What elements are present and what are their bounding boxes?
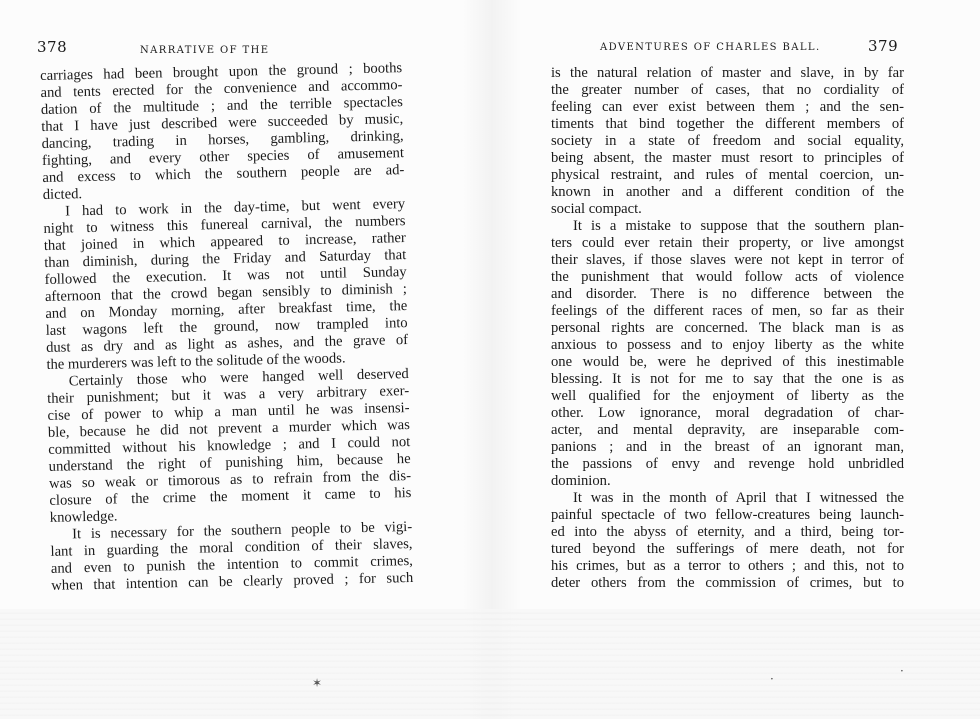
- text-line: their punishment; but it was a very arbitrary exer-: [47, 383, 410, 407]
- text-line: social compact.: [551, 201, 642, 217]
- text-line: anxious to possess and to enjoy liberty as the white: [551, 337, 904, 353]
- text-line: their slaves, if those slaves were not kept in terror of: [551, 252, 904, 268]
- text-line: is the natural relation of master and slave, in by far: [551, 65, 904, 81]
- text-line: physical restraint, and rules of mental coercion, un-: [551, 167, 904, 183]
- text-line: blessing. It is not for me to say that the one is as: [551, 371, 904, 387]
- text-line: knowledge.: [49, 508, 118, 526]
- text-line: deter others from the commission of crimes, but to: [551, 575, 904, 591]
- text-line: was so weak or timorous as to refrain from the dis-: [48, 468, 412, 492]
- text-line: tured beyond the sufferings of mere death, not for: [551, 541, 904, 557]
- text-line: dation of the multitude ; and the terrible spectacles: [40, 94, 404, 118]
- text-line: personal rights are concerned. The black man is as: [551, 320, 904, 336]
- text-line: night to witness this funereal carnival, the numbers: [43, 213, 406, 237]
- text-line: It is a mistake to suppose that the southern plan-: [573, 218, 904, 234]
- left-page-number: 378: [37, 38, 68, 56]
- text-line: and on Monday morning, after breakfast time, the: [45, 298, 408, 322]
- text-line: feelings of the different races of men, so far as their: [551, 303, 904, 319]
- text-line: known in another and a different condition of the: [551, 184, 904, 200]
- text-line: the passions of envy and revenge hold unbridled: [551, 456, 904, 472]
- text-line: that I have just described were succeeded by music,: [41, 111, 404, 135]
- text-line: and disorder. There is no difference between the: [551, 286, 904, 302]
- text-line: and tents erected for the convenience and accommo-: [40, 77, 403, 101]
- text-line: timents that bind together the different members of: [551, 116, 904, 132]
- text-line: closure of the crime the moment it came to his: [49, 485, 412, 509]
- text-line: panions ; and in the breast of an ignorant man,: [551, 439, 904, 455]
- text-line: society in a state of freedom and social equality,: [551, 133, 904, 149]
- text-line: It is necessary for the southern people to be vigi-: [72, 518, 413, 543]
- text-line: dancing, trading in horses, gambling, drinking,: [41, 128, 404, 152]
- right-running-title: ADVENTURES OF CHARLES BALL.: [600, 42, 821, 53]
- text-line: than diminish, during the Friday and Saturday that: [44, 247, 407, 271]
- text-line: committed without his knowledge ; and I could not: [48, 434, 411, 458]
- text-line: dust as dry and as light as ashes, and the grave of: [45, 332, 409, 356]
- text-line: his crimes, but as a terror to others ; and this, not to: [551, 558, 904, 574]
- text-line: ble, because he did not prevent a murder which was: [47, 417, 411, 441]
- text-line: acter, and mental depravity, are inseparable com-: [551, 422, 904, 438]
- right-page-number: 379: [868, 37, 899, 55]
- text-line: other. Low ignorance, moral degradation of char-: [551, 405, 904, 421]
- text-line: being absent, the master must resort to principles of: [551, 150, 904, 166]
- text-line: Certainly those who were hanged well deserved: [68, 366, 409, 390]
- right-page-body: [551, 65, 904, 592]
- text-line: I had to work in the day-time, but went every: [64, 196, 406, 220]
- scan-speck: ·: [900, 664, 904, 678]
- text-line: one would be, were he deprived of this inestimable: [551, 354, 904, 370]
- text-line: the punishment that would follow acts of violence: [551, 269, 904, 285]
- text-line: afternoon that the crowd began sensibly to diminish ;: [44, 281, 408, 305]
- scan-speck: ·: [770, 672, 774, 686]
- text-line: fighting, and every other species of amusement: [41, 145, 405, 169]
- text-line: dicted.: [42, 186, 83, 203]
- left-running-title: NARRATIVE OF THE: [140, 45, 270, 56]
- text-line: well qualified for the enjoyment of liberty as the: [551, 388, 904, 404]
- left-page-body: [40, 60, 413, 595]
- text-line: that joined in which appeared to increase, rather: [43, 230, 406, 254]
- text-line: feeling can ever exist between them ; and the sen-: [551, 99, 904, 115]
- text-line: dominion.: [551, 473, 611, 489]
- scan-noise: [0, 609, 980, 719]
- text-line: cise of power to whip a man until he was insensi-: [47, 400, 410, 424]
- text-line: and excess to which the southern people are ad-: [42, 162, 405, 186]
- text-line: the murderers was left to the solitude of the woods.: [46, 350, 346, 373]
- text-line: lant in guarding the moral condition of their slaves,: [50, 535, 413, 560]
- text-line: understand the right of punishing him, because he: [48, 451, 411, 475]
- text-line: and even to punish the intention to commit crimes,: [50, 552, 414, 577]
- text-line: ters could ever retain their property, or live amongst: [551, 235, 904, 251]
- text-line: It was in the month of April that I witnessed the: [573, 490, 904, 506]
- text-line: when that intention can be clearly proved ; for such: [51, 569, 414, 594]
- text-line: painful spectacle of two fellow-creatures being launch-: [551, 507, 904, 523]
- text-line: the greater number of cases, that no cordiality of: [551, 82, 904, 98]
- text-line: ed into the abyss of eternity, and a third, being tor-: [551, 524, 904, 540]
- text-line: followed the execution. It was not until Sunday: [44, 264, 407, 288]
- text-line: carriages had been brought upon the ground ; booths: [40, 60, 403, 84]
- scan-speck: ✶: [312, 676, 323, 690]
- text-line: last wagons left the ground, now trampled into: [45, 315, 408, 339]
